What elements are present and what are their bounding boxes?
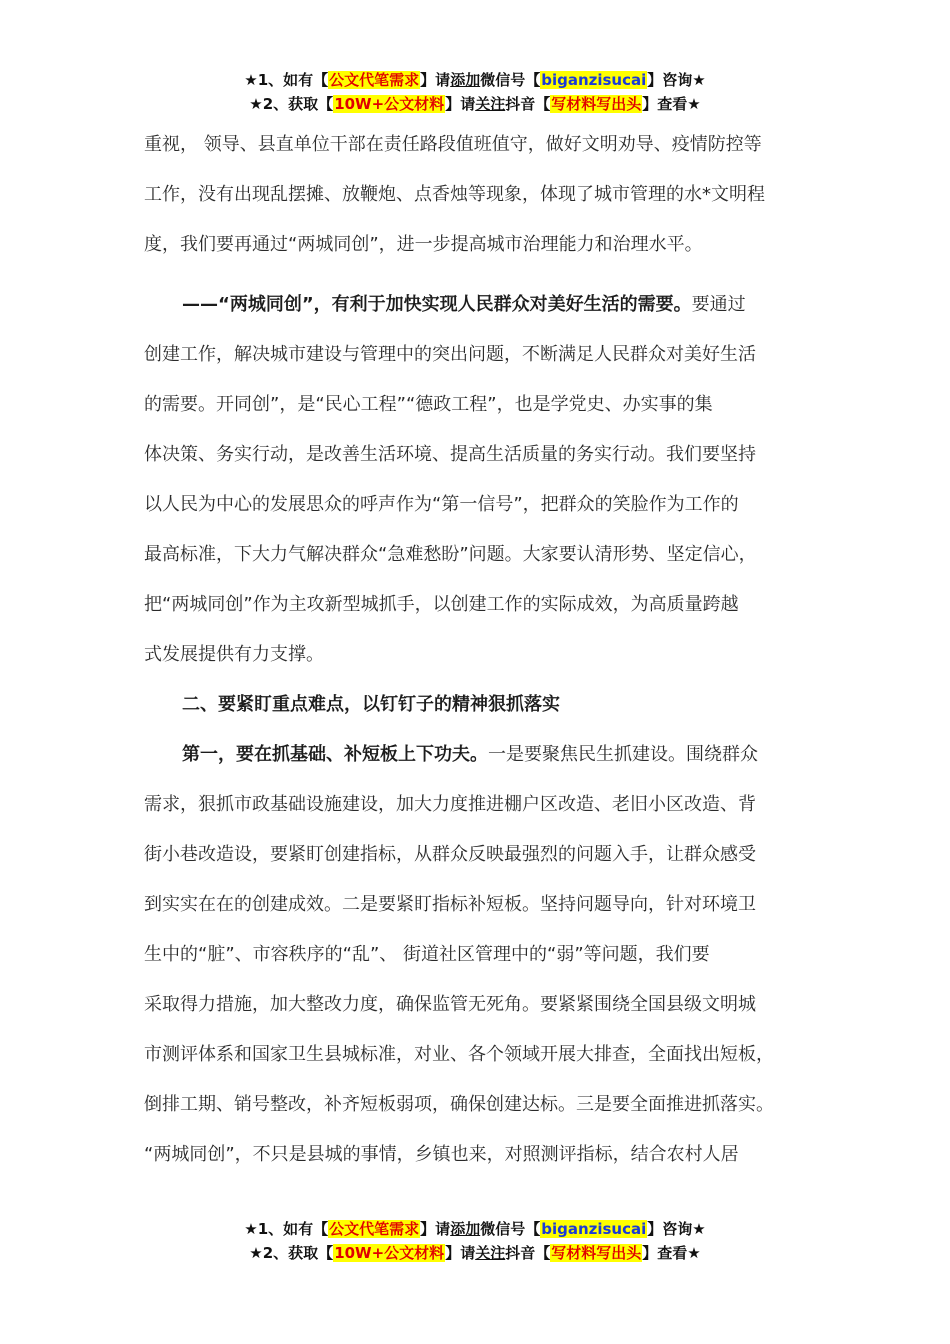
banner-text: 】查看★ [642,95,701,113]
text-line: 生中的“脏”、市容秩序的“乱”、 街道社区管理中的“弱”等问题，我们要 [144,944,710,965]
text-line: 重视， 领导、县直单位干部在责任路段值班值守，做好文明劝导、疫情防控等 [144,134,762,155]
banner-underlined: 添加 [450,71,481,89]
banner-text: 1、如有【 [257,1220,329,1238]
text-line: “两城同创”，不只是县城的事情，乡镇也来，对照测评指标，结合农村人居 [144,1144,739,1165]
banner-highlight: 10W+公文材料 [334,95,445,113]
star-icon: ★ [244,71,258,89]
banner-text: 】请 [420,1220,451,1238]
text-line: 创建工作，解决城市建设与管理中的突出问题，不断满足人民群众对美好生活 [144,344,756,365]
bold-lead: 第一，要在抓基础、补短板上下功夫。 [182,744,488,765]
banner-line-1 [0,1217,950,1241]
paragraph-3 [144,742,824,1192]
paragraph-1 [144,132,824,282]
document-body [144,132,824,1192]
bottom-banner [0,1217,950,1265]
text-line: 把“两城同创”作为主攻新型城抓手，以创建工作的实际成效，为高质量跨越 [144,594,739,615]
text-line: 的需要。开同创”，是“民心工程”“德政工程”，也是学党史、办实事的集 [144,394,713,415]
banner-highlight: 写材料写出头 [551,1244,642,1262]
star-icon: ★ [249,95,263,113]
banner-line-2 [0,1241,950,1265]
text-line: 采取得力措施，加大整改力度，确保监管无死角。要紧紧围绕全国县级文明城 [144,994,756,1015]
banner-underlined: 添加 [450,1220,481,1238]
text-line: 体决策、务实行动，是改善生活环境、提高生活质量的务实行动。我们要坚持 [144,444,756,465]
banner-text: 2、获取【 [262,1244,334,1262]
text-line: 倒排工期、销号整改，补齐短板弱项，确保创建达标。三是要全面推进抓落实。 [144,1094,774,1115]
banner-text: 】请 [445,1244,476,1262]
banner-line-2 [0,92,950,116]
text-line: 工作，没有出现乱摆摊、放鞭炮、点香烛等现象，体现了城市管理的水*文明程 [144,184,765,205]
banner-text: 】请 [445,95,476,113]
banner-highlight: 写材料写出头 [551,95,642,113]
text-line: 市测评体系和国家卫生县城标准，对业、各个领域开展大排查，全面找出短板， [144,1044,774,1065]
text-line: 街小巷改造设，要紧盯创建指标，从群众反映最强烈的问题入手，让群众感受 [144,844,756,865]
banner-underlined: 关注 [475,1244,506,1262]
text-line: 以人民为中心的发展思众的呼声作为“第一信号”，把群众的笑脸作为工作的 [144,494,739,515]
banner-highlight: 公文代笔需求 [329,71,420,89]
banner-highlight: 公文代笔需求 [329,1220,420,1238]
text-line: 到实实在在的创建成效。二是要紧盯指标补短板。坚持问题导向，针对环境卫 [144,894,756,915]
banner-highlight: 10W+公文材料 [334,1244,445,1262]
text-line: 需求，狠抓市政基础设施建设，加大力度推进棚户区改造、老旧小区改造、背 [144,794,756,815]
paragraph-2 [144,292,824,692]
wechat-id-highlight: biganzisucai [541,71,647,89]
star-icon: ★ [244,1220,258,1238]
text-line: 最高标准，下大力气解决群众“急难愁盼”问题。大家要认清形势、坚定信心， [144,544,757,565]
text-line [144,742,824,792]
text-run: 要通过 [691,294,746,315]
bold-lead: ——“两城同创”，有利于加快实现人民群众对美好生活的需要。 [182,294,692,315]
banner-text: 微信号【 [480,1220,541,1238]
banner-text: 抖音【 [505,95,551,113]
banner-text: 微信号【 [480,71,541,89]
banner-text: 】查看★ [642,1244,701,1262]
top-banner [0,68,950,116]
banner-text: 抖音【 [505,1244,551,1262]
text-line: 式发展提供有力支撑。 [144,644,324,665]
banner-line-1 [0,68,950,92]
banner-underlined: 关注 [475,95,506,113]
wechat-id-highlight: biganzisucai [541,1220,647,1238]
section-heading: 二、要紧盯重点难点，以钉钉子的精神狠抓落实 [182,694,560,715]
banner-text: 2、获取【 [262,95,334,113]
text-run: 一是要聚焦民生抓建设。围绕群众 [488,744,758,765]
banner-text: 】咨询★ [647,1220,706,1238]
text-line: 度，我们要再通过“两城同创”，进一步提高城市治理能力和治理水平。 [144,234,703,255]
banner-text: 】咨询★ [647,71,706,89]
banner-text: 1、如有【 [257,71,329,89]
banner-text: 】请 [420,71,451,89]
text-line [144,292,824,342]
star-icon: ★ [249,1244,263,1262]
